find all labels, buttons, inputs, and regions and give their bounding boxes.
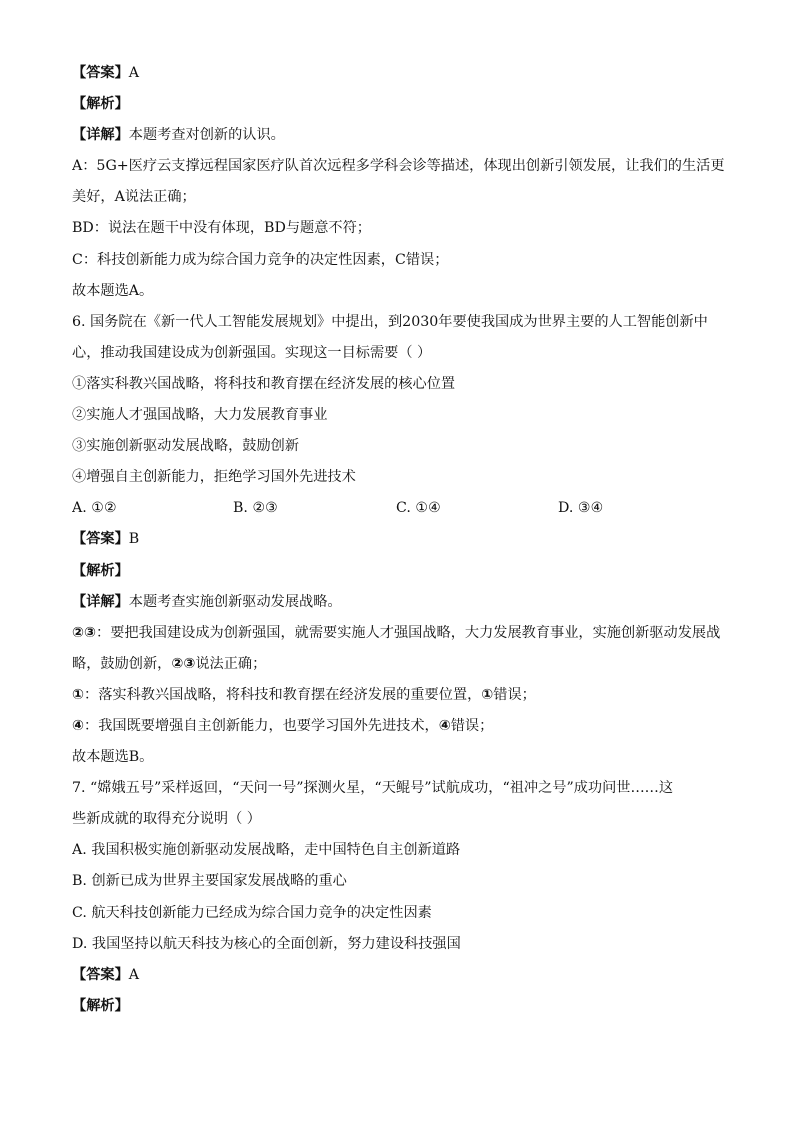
document-page — [72, 58, 732, 1022]
answer-value: B — [128, 531, 140, 548]
detail-text: 本题考查实施创新驱动发展战略。 — [128, 593, 342, 610]
q7-option-b: B. 创新已成为世界主要国家发展战略的重心 — [72, 873, 347, 890]
q5-answer — [72, 58, 732, 89]
q7-option-d: D. 我国坚持以航天科技为核心的全面创新，努力建设科技强国 — [72, 935, 461, 952]
q6-statement: ③实施创新驱动发展战略，鼓励创新 — [72, 438, 300, 455]
q6-options — [72, 493, 732, 524]
q5-explanation-line: 美好，A说法正确； — [72, 189, 196, 206]
q6-analysis-label: 【解析】 — [72, 562, 129, 579]
q7-analysis-label: 【解析】 — [72, 997, 129, 1014]
q6-statement: ④增强自主创新能力，拒绝学习国外先进技术 — [72, 469, 356, 486]
detail-text: 本题考查对创新的认识。 — [128, 127, 285, 144]
q6-detail — [72, 587, 732, 618]
answer-label: 【答案】 — [72, 531, 129, 548]
answer-value: A — [128, 966, 140, 983]
q6-explanation-line: 略，鼓励创新，②③说法正确； — [72, 655, 267, 672]
option-a: A. ①② — [72, 500, 117, 517]
q5-explanation-line: BD：说法在题干中没有体现，BD与题意不符； — [72, 220, 371, 237]
answer-label: 【答案】 — [72, 966, 129, 983]
detail-label: 【详解】 — [72, 127, 129, 144]
q7-stem-line: 7. “嫦娥五号”采样返回，“天问一号”探测火星，“天鲲号”试航成功，“祖冲之号”成功问世……这 — [72, 780, 674, 797]
option-d: D. ③④ — [558, 500, 604, 517]
detail-label: 【详解】 — [72, 593, 129, 610]
q6-statement: ②实施人才强国战略，大力发展教育事业 — [72, 407, 328, 424]
option-b: B. ②③ — [233, 500, 278, 517]
option-c: C. ①④ — [396, 500, 441, 517]
q6-stem-line: 6. 国务院在《新一代人工智能发展规划》中提出，到2030年要使我国成为世界主要的人工智能创新中 — [72, 313, 708, 330]
q5-detail — [72, 120, 732, 151]
q6-explanation-line: ②③：要把我国建设成为创新强国，就需要实施人才强国战略，大力发展教育事业，实施创新驱动发展战 — [72, 624, 721, 641]
answer-value: A — [128, 65, 140, 81]
q5-explanation-line: C：科技创新能力成为综合国力竞争的决定性因素，C错误； — [72, 251, 449, 268]
answer-label: 【答案】 — [72, 65, 129, 81]
q6-conclusion: 故本题选B。 — [72, 749, 154, 766]
q7-option-a: A. 我国积极实施创新驱动发展战略，走中国特色自主创新道路 — [72, 842, 461, 859]
q6-explanation-line: ④：我国既要增强自主创新能力，也要学习国外先进技术，④错误； — [72, 717, 494, 734]
q7-answer — [72, 960, 732, 991]
q5-explanation-line: A：5G+医疗云支撑远程国家医疗队首次远程多学科会诊等描述，体现出创新引领发展，让我们的生活更 — [72, 158, 725, 175]
q5-conclusion: 故本题选A。 — [72, 282, 154, 299]
q6-statement: ①落实科教兴国战略，将科技和教育摆在经济发展的核心位置 — [72, 375, 456, 392]
q6-stem-line: 心，推动我国建设成为创新强国。实现这一目标需要（ ） — [72, 344, 432, 361]
q6-answer — [72, 524, 732, 555]
q7-option-c: C. 航天科技创新能力已经成为综合国力竞争的决定性因素 — [72, 904, 432, 921]
q7-stem-line: 些新成就的取得充分说明（ ） — [72, 811, 261, 828]
q6-explanation-line: ①：落实科教兴国战略，将科技和教育摆在经济发展的重要位置，①错误； — [72, 686, 536, 703]
q5-analysis-label: 【解析】 — [72, 96, 129, 113]
